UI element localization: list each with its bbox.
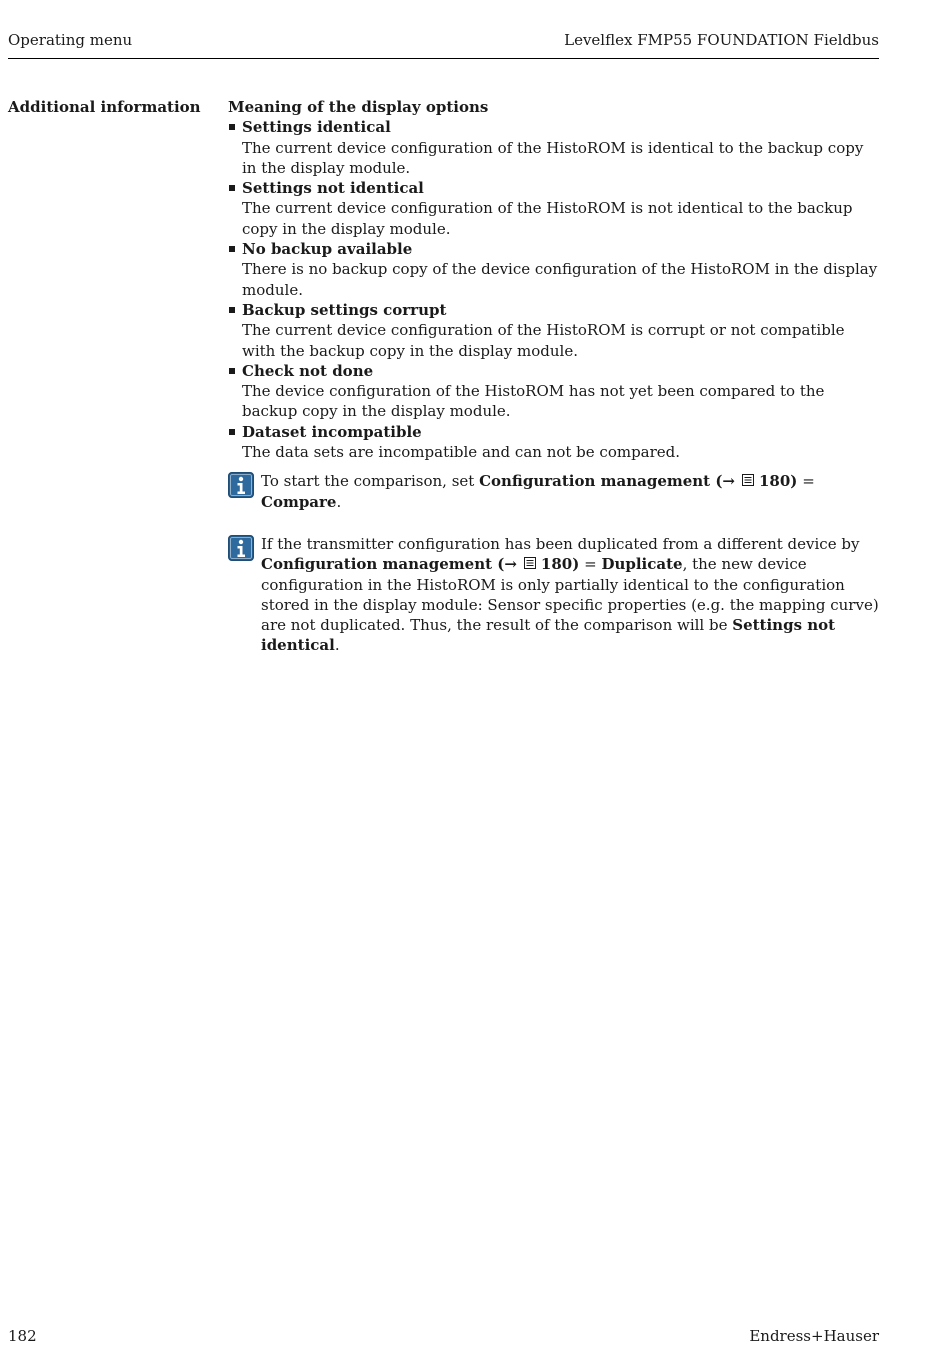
info-note-compare xyxy=(228,471,879,512)
list-item xyxy=(228,300,879,361)
note-text: If the transmitter configuration has been duplicated from a different device by xyxy=(261,534,860,553)
info-icon xyxy=(228,472,254,498)
list-item xyxy=(228,117,879,178)
bullet-icon xyxy=(229,185,235,191)
bullet-icon xyxy=(229,124,235,130)
note-text-end: . xyxy=(334,636,340,655)
option-description: The current device configuration of the HistoROM is corrupt or not compatible with the backup copy in the display module. xyxy=(242,321,845,360)
option-description: The data sets are incompatible and can not be compared. xyxy=(242,443,681,462)
page-reference[interactable]: 180) xyxy=(759,472,798,491)
list-item xyxy=(228,361,879,422)
option-title: Settings identical xyxy=(242,118,391,137)
note-text: To start the comparison, set xyxy=(261,472,480,491)
option-description: The device configuration of the HistoROM has not yet been compared to the backup copy in the display module. xyxy=(242,382,825,421)
page-number: 182 xyxy=(8,1327,37,1345)
info-note-duplicate xyxy=(228,534,879,656)
page-reference-icon xyxy=(523,556,537,570)
bullet-icon xyxy=(229,429,235,435)
footer-brand: Endress+Hauser xyxy=(749,1327,879,1345)
section-content xyxy=(228,97,879,656)
options-list xyxy=(228,117,879,462)
page-header xyxy=(8,30,879,59)
option-title: Settings not identical xyxy=(242,179,424,198)
header-document-title: Levelflex FMP55 FOUNDATION Fieldbus xyxy=(564,31,879,49)
option-title: Backup settings corrupt xyxy=(242,300,447,319)
option-title: Dataset incompatible xyxy=(242,422,422,441)
param-value: Compare xyxy=(261,492,337,511)
section-label: Additional information xyxy=(8,98,201,116)
list-item xyxy=(228,178,879,239)
list-item xyxy=(228,422,879,463)
note-equals: = xyxy=(579,555,602,574)
option-title: Check not done xyxy=(242,361,374,380)
list-item xyxy=(228,239,879,300)
page-reference-icon xyxy=(741,473,755,487)
option-description: The current device configuration of the HistoROM is identical to the backup copy in the display module. xyxy=(242,138,864,177)
options-heading: Meaning of the display options xyxy=(228,98,489,116)
header-section-title: Operating menu xyxy=(8,31,133,49)
note-text-end: . xyxy=(336,492,342,511)
param-value: Duplicate xyxy=(601,555,683,574)
param-link[interactable]: Configuration management (→ xyxy=(261,555,517,574)
note-text-middle: , the new device configuration in the HistoROM is only partially identical to the configuration stored in the display module: Sensor specific properties (e.g. the mapping curve) are not duplicated. Thus, the result of the comparison will be xyxy=(261,555,879,635)
option-description: The current device configuration of the HistoROM is not identical to the backup copy in the display module. xyxy=(242,199,853,238)
bullet-icon xyxy=(229,246,235,252)
bullet-icon xyxy=(229,368,235,374)
bullet-icon xyxy=(229,307,235,313)
option-description: There is no backup copy of the device configuration of the HistoROM in the display module. xyxy=(242,260,878,299)
result-value: Settings not identical xyxy=(261,616,836,655)
note-equals: = xyxy=(797,472,815,491)
page-reference[interactable]: 180) xyxy=(540,555,580,574)
option-title: No backup available xyxy=(242,240,413,259)
info-icon xyxy=(228,535,254,561)
param-link[interactable]: Configuration management (→ xyxy=(479,472,735,491)
